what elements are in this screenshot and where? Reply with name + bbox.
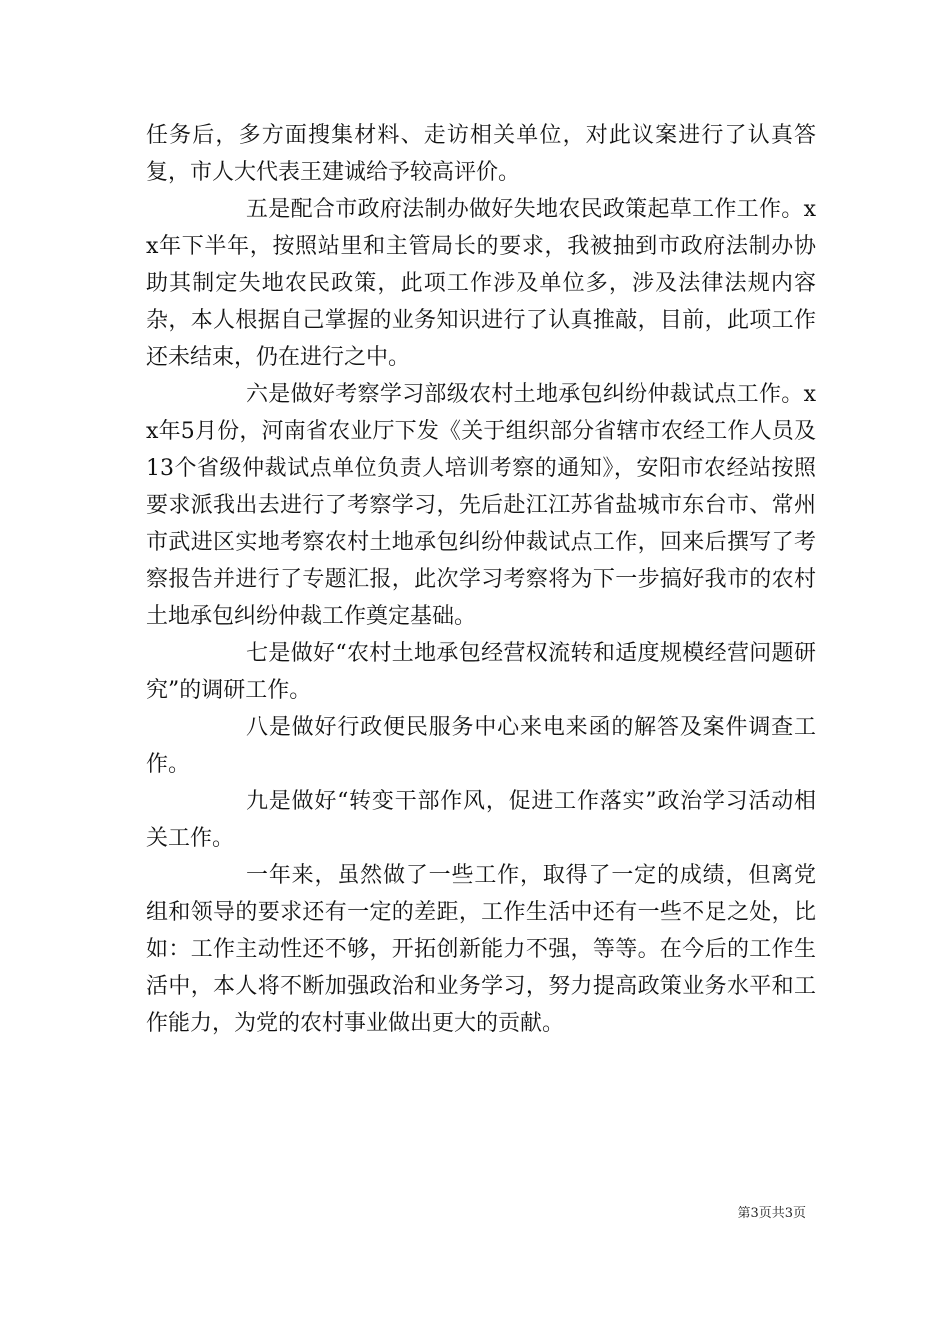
- document-body: [146, 117, 816, 1042]
- paragraph-item-5: 五是配合市政府法制办做好失地农民政策起草工作工作。xx年下半年，按照站里和主管局长的要求，我被抽到市政府法制办协助其制定失地农民政策，此项工作涉及单位多，涉及法律法规内容杂，本人根据自己掌握的业务知识进行了认真推敲，目前，此项工作还未结束，仍在进行之中。: [146, 197, 816, 370]
- paragraph-summary: 一年来，虽然做了一些工作，取得了一定的成绩，但离党组和领导的要求还有一定的差距，工作生活中还有一些不足之处，比如：工作主动性还不够，开拓创新能力不强，等等。在今后的工作生活中，本人将不断加强政治和业务学习，努力提高政策业务水平和工作能力，为党的农村事业做出更大的贡献。: [146, 863, 816, 1036]
- paragraph-item-9: 九是做好“转变干部作风，促进工作落实”政治学习活动相关工作。: [146, 789, 816, 851]
- paragraph-item-8: 八是做好行政便民服务中心来电来函的解答及案件调查工作。: [146, 715, 816, 777]
- paragraph-item-6: 六是做好考察学习部级农村土地承包纠纷仲裁试点工作。xx年5月份，河南省农业厅下发《关于组织部分省辖市农经工作人员及13个省级仲裁试点单位负责人培训考察的通知》，安阳市农经站按照要求派我出去进行了考察学习，先后赴江江苏省盐城市东台市、常州市武进区实地考察农村土地承包纠纷仲裁试点工作，回来后撰写了考察报告并进行了专题汇报，此次学习考察将为下一步搞好我市的农村土地承包纠纷仲裁工作奠定基础。: [146, 382, 816, 629]
- paragraph-item-7: 七是做好“农村土地承包经营权流转和适度规模经营问题研究”的调研工作。: [146, 641, 816, 703]
- page-number: 第3页共3页: [737, 1206, 806, 1221]
- paragraph-continuation: 任务后，多方面搜集材料、走访相关单位，对此议案进行了认真答复，市人大代表王建诚给予较高评价。: [146, 123, 816, 185]
